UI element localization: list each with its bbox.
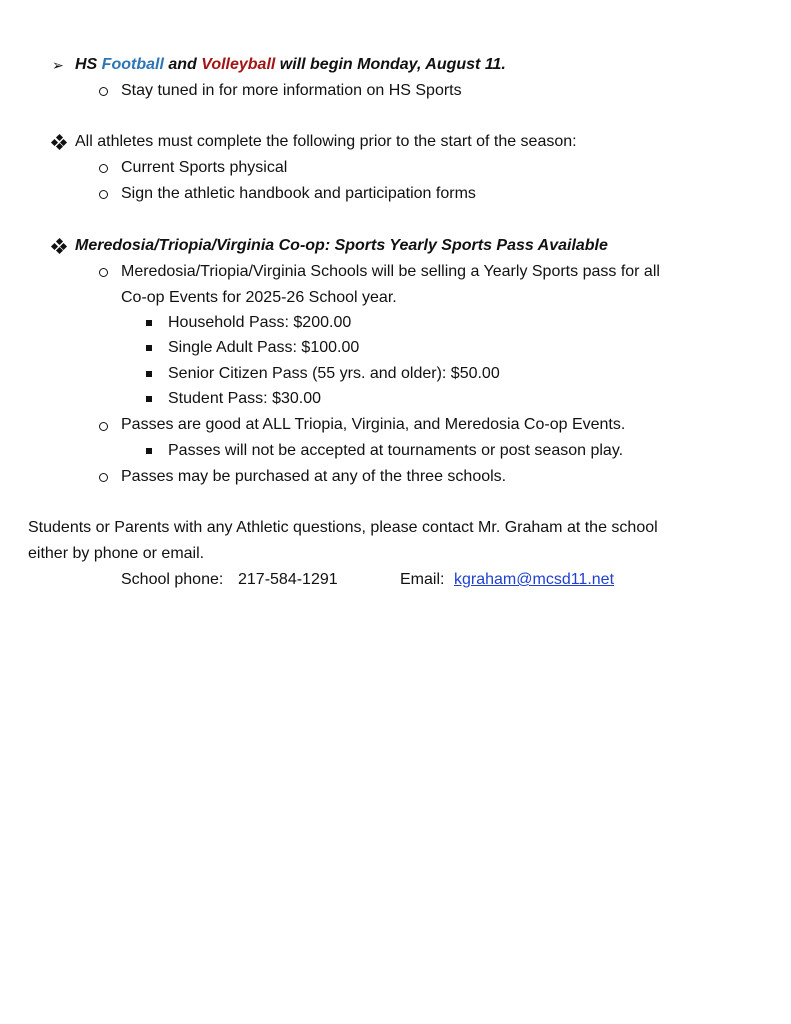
square-bullet-icon: [146, 345, 152, 351]
square-bullet-icon: [146, 448, 152, 454]
square-bullet-icon: [146, 396, 152, 402]
contact-line2: either by phone or email.: [28, 545, 205, 562]
circle-bullet-icon: [99, 87, 108, 96]
square-bullet-icon: [146, 371, 152, 377]
season-start-heading: [75, 55, 506, 75]
circle-bullet-icon: [99, 164, 108, 173]
passes-purchase-text: Passes may be purchased at any of the three schools.: [121, 468, 507, 485]
list-item: Current Sports physical: [121, 159, 288, 176]
stay-tuned-text: Stay tuned in for more information on HS Sports: [121, 82, 462, 99]
list-item: Sign the athletic handbook and participation forms: [121, 185, 476, 202]
diamond-bullet-icon: [52, 239, 66, 253]
passes-not-accepted-text: Passes will not be accepted at tournaments or post season play.: [168, 442, 624, 459]
heading-prefix: HS: [75, 56, 102, 73]
sports-pass-heading: Meredosia/Triopia/Virginia Co-op: Sports Yearly Sports Pass Available: [75, 237, 608, 254]
phone-label: School phone:: [121, 571, 224, 588]
contact-line1: Students or Parents with any Athletic questions, please contact Mr. Graham at the school: [28, 519, 658, 536]
list-item: Household Pass: $200.00: [168, 314, 352, 331]
athletes-requirements-heading: All athletes must complete the following prior to the start of the season:: [75, 133, 577, 150]
email-link[interactable]: kgraham@mcsd11.net: [454, 571, 615, 588]
pass-description-line2: Co-op Events for 2025-26 School year.: [121, 289, 397, 306]
email-label: Email:: [400, 571, 445, 588]
list-item: Senior Citizen Pass (55 yrs. and older): $50.00: [168, 365, 500, 382]
list-item: Single Adult Pass: $100.00: [168, 339, 360, 356]
list-item: Student Pass: $30.00: [168, 390, 321, 407]
passes-good-text: Passes are good at ALL Triopia, Virginia, and Meredosia Co-op Events.: [121, 416, 626, 433]
heading-and: and: [163, 56, 202, 73]
circle-bullet-icon: [99, 190, 108, 199]
arrow-bullet-icon: ➢: [52, 57, 64, 73]
phone-number: 217-584-1291: [238, 571, 338, 588]
square-bullet-icon: [146, 320, 152, 326]
circle-bullet-icon: [99, 473, 108, 482]
football-label: Football: [101, 56, 164, 73]
diamond-bullet-icon: [52, 135, 66, 149]
heading-suffix: will begin Monday, August 11.: [275, 56, 506, 73]
circle-bullet-icon: [99, 422, 108, 431]
volleyball-label: Volleyball: [201, 56, 276, 73]
circle-bullet-icon: [99, 268, 108, 277]
pass-description-line1: Meredosia/Triopia/Virginia Schools will be selling a Yearly Sports pass for all: [121, 263, 660, 280]
